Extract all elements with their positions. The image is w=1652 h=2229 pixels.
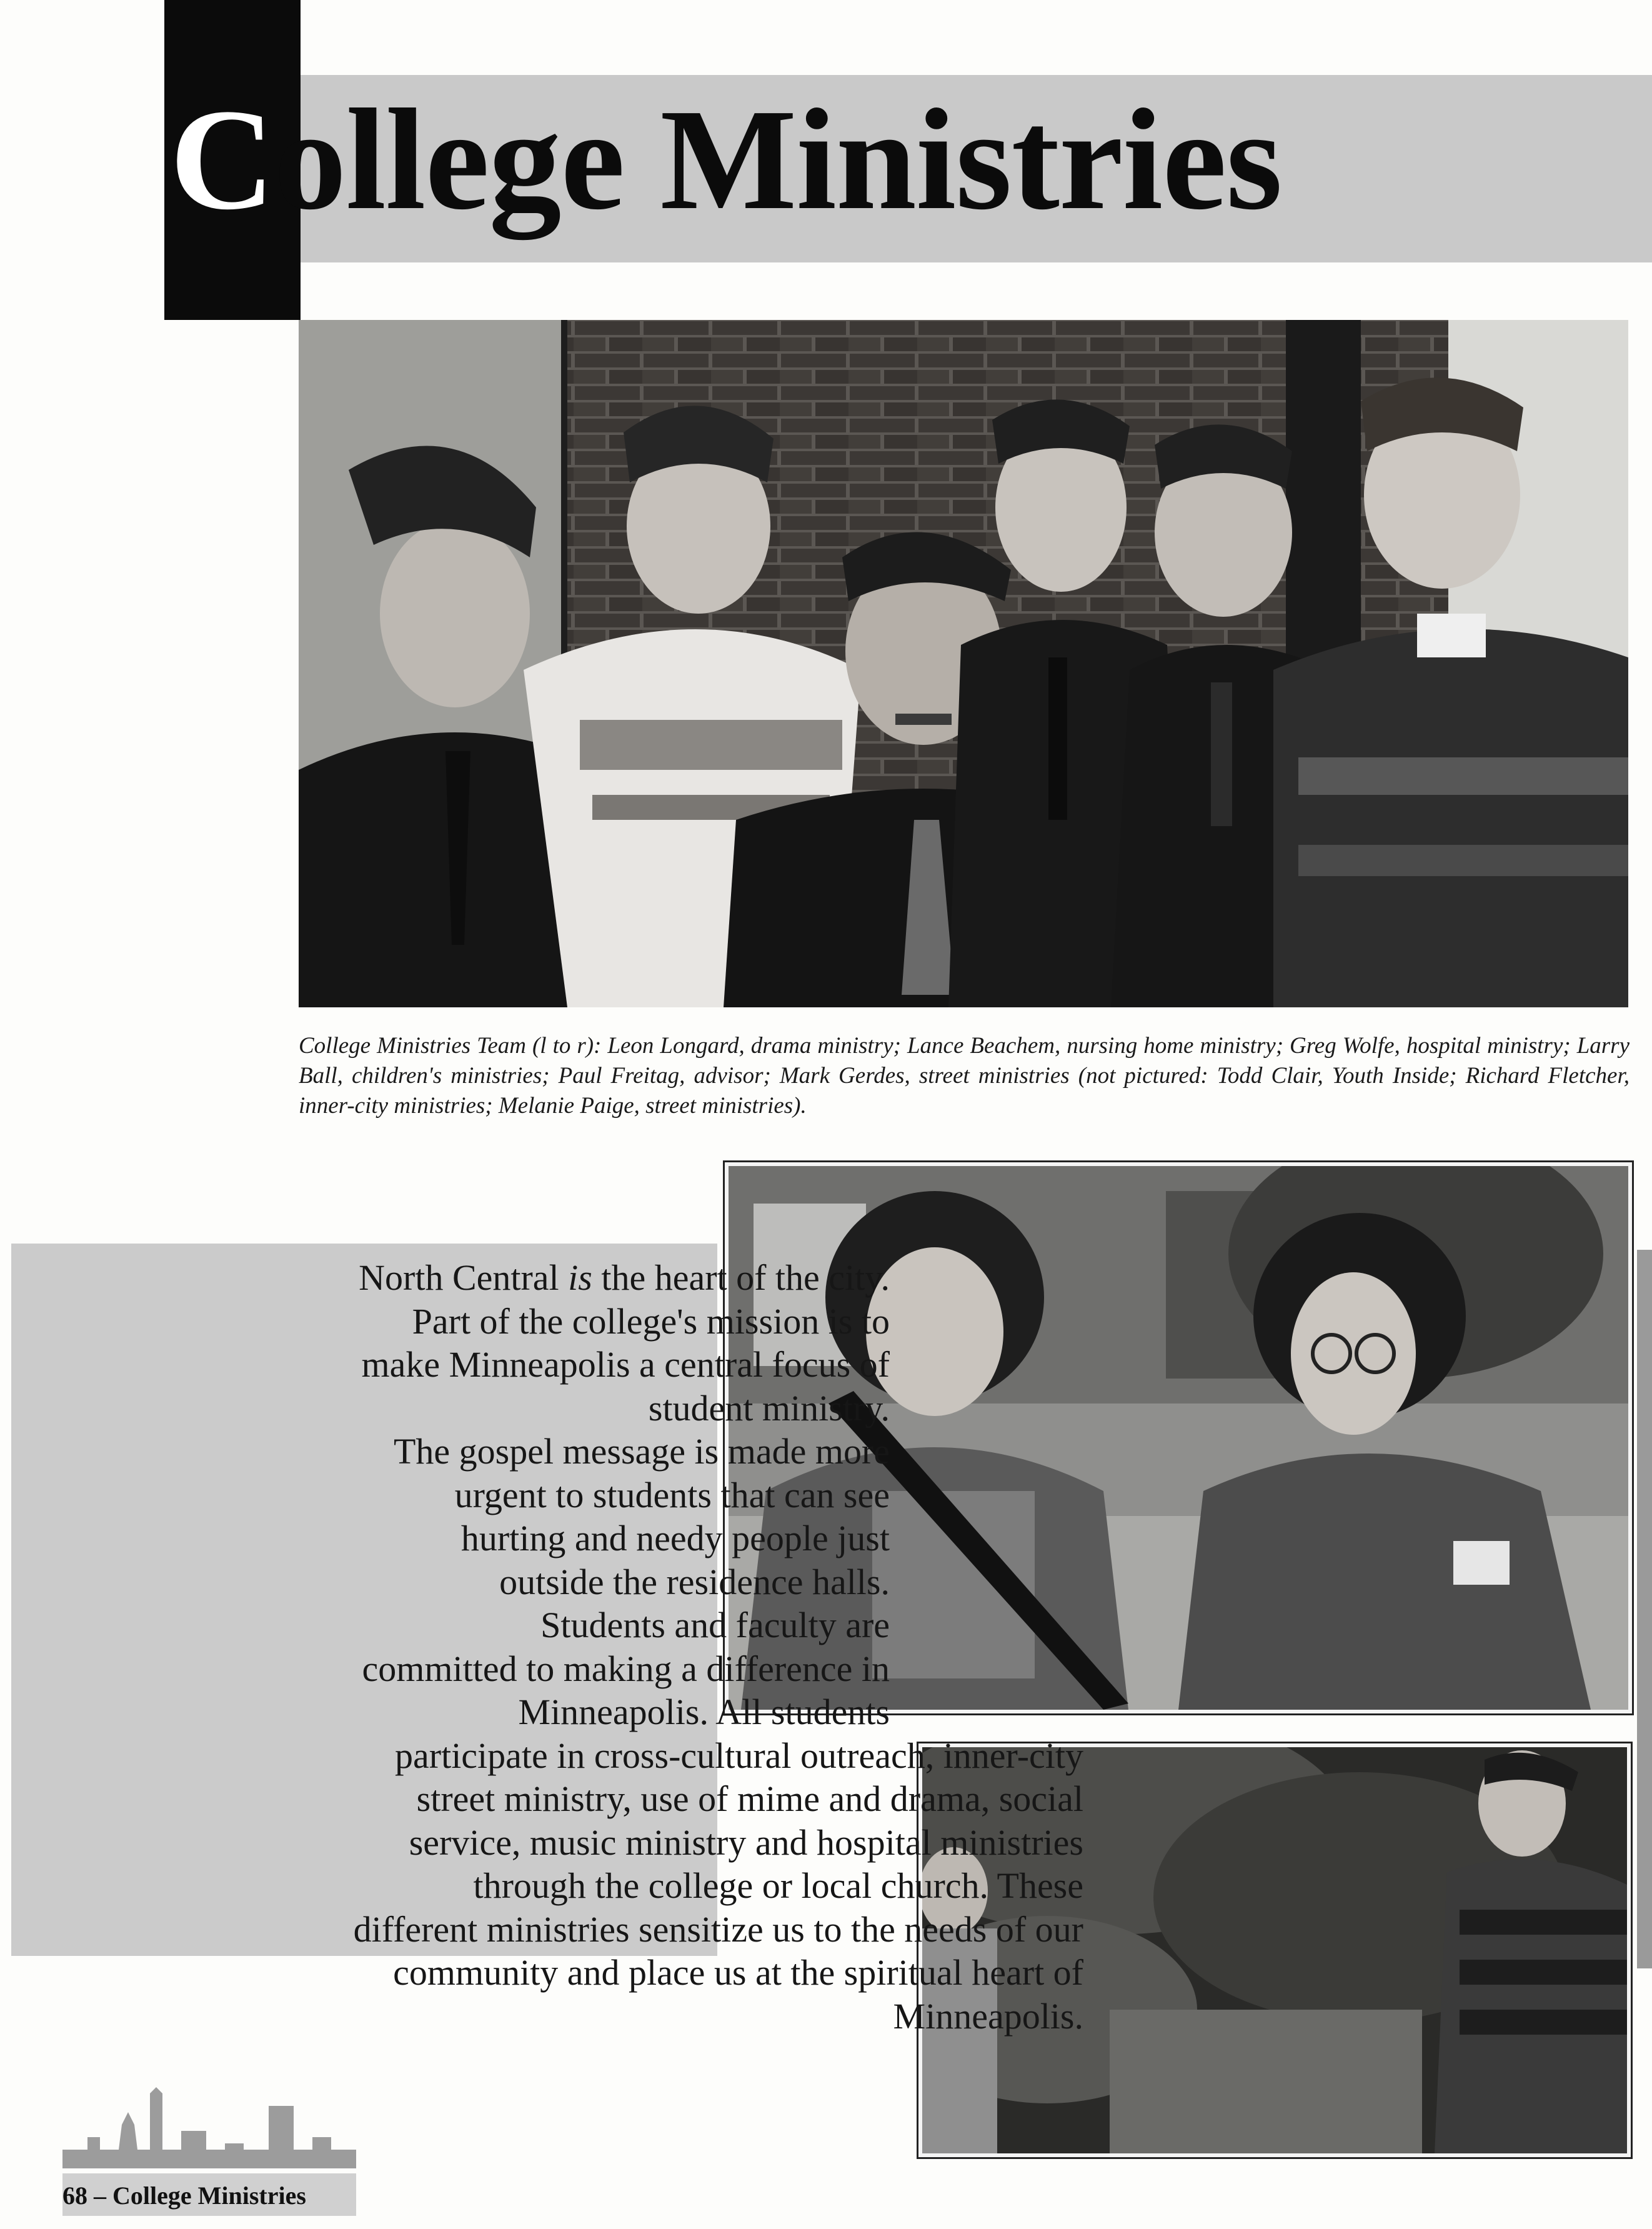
team-photo bbox=[299, 320, 1628, 1007]
body-line-7: hurting and needy people just bbox=[460, 1518, 890, 1558]
page-folio: 68 – College Ministries bbox=[62, 2182, 306, 2210]
page-title bbox=[170, 79, 1282, 240]
body-line-18: Minneapolis. bbox=[893, 1995, 1083, 2037]
body-line-8: outside the residence halls. bbox=[499, 1561, 890, 1602]
body-line-11: Minneapolis. All students bbox=[518, 1692, 890, 1732]
title-rest: ollege Ministries bbox=[274, 79, 1282, 240]
body-line-6: urgent to students that can see bbox=[454, 1474, 890, 1515]
body-line-14: service, music ministry and hospital ministries bbox=[409, 1822, 1083, 1863]
body-line-5: The gospel message is made more bbox=[393, 1431, 890, 1472]
body-line-1-post: the heart of the city. bbox=[592, 1257, 890, 1298]
body-line-15: through the college or local church. These bbox=[473, 1865, 1083, 1906]
page-edge-tab bbox=[1637, 1250, 1652, 1968]
body-line-10: committed to making a difference in bbox=[362, 1648, 890, 1689]
skyline-icon bbox=[62, 2075, 356, 2168]
body-line-1-emphasis: is bbox=[568, 1257, 592, 1298]
body-text bbox=[77, 1256, 1083, 2038]
body-line-9: Students and faculty are bbox=[540, 1605, 890, 1645]
body-line-12: participate in cross-cultural outreach, inner-city bbox=[395, 1735, 1083, 1776]
body-line-4: student ministry. bbox=[648, 1387, 890, 1429]
body-line-2: Part of the college's mission is to bbox=[412, 1300, 890, 1342]
title-initial: C bbox=[170, 79, 274, 240]
body-line-3: make Minneapolis a central focus of bbox=[361, 1344, 890, 1385]
body-line-1-pre: North Central bbox=[359, 1257, 569, 1298]
body-line-13: street ministry, use of mime and drama, social bbox=[416, 1778, 1083, 1819]
body-line-1 bbox=[77, 1256, 890, 1300]
body-line-17: community and place us at the spiritual heart of bbox=[393, 1952, 1083, 1993]
body-line-16: different ministries sensitize us to the needs of our bbox=[353, 1908, 1083, 1950]
team-photo-caption: College Ministries Team (l to r): Leon Longard, drama ministry; Lance Beachem, nursing home ministry; Greg Wolfe, hospital ministry; Larry Ball, children's ministries; Paul Freitag, advisor; Mark Gerdes, street ministries (not pictured: Todd Clair, Youth Inside; Richard Fletcher, inner-city ministries; Melanie Paige, street ministries). bbox=[299, 1033, 1630, 1119]
